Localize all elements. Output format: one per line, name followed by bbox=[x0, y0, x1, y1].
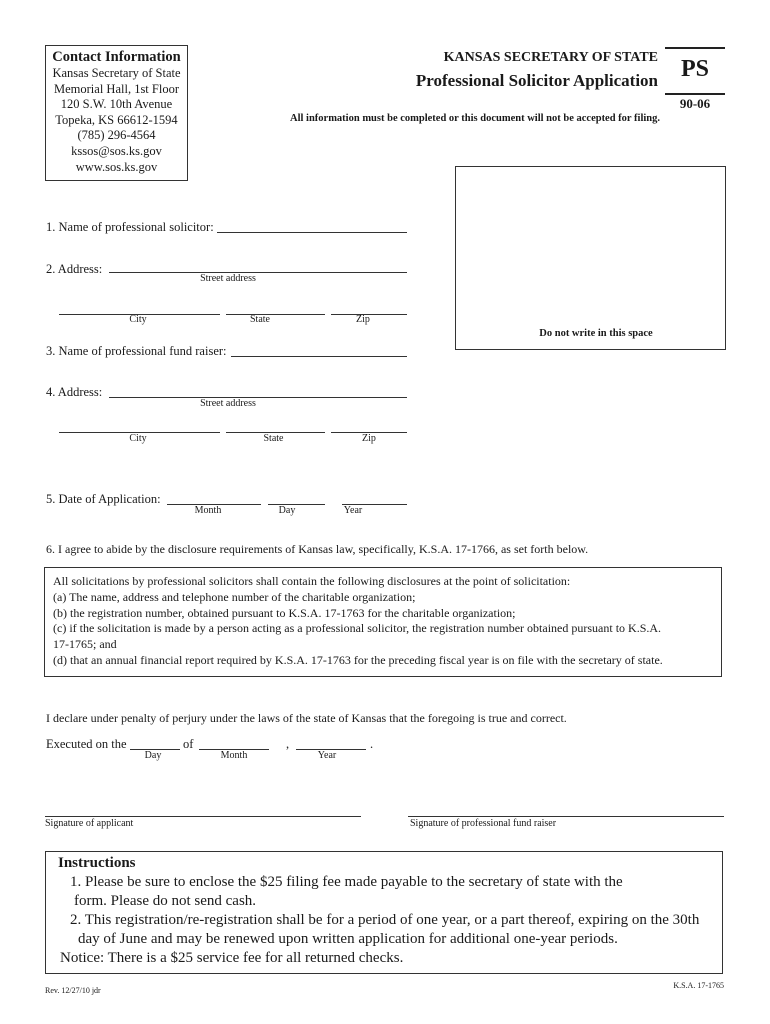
executed-period: . bbox=[370, 737, 374, 751]
applicant-signature-caption: Signature of applicant bbox=[45, 818, 134, 829]
street-caption: Street address bbox=[200, 398, 256, 409]
solicitor-name-label: 1. Name of professional solicitor: bbox=[46, 220, 214, 234]
applicant-signature-field[interactable] bbox=[45, 816, 361, 817]
instructions-box bbox=[45, 851, 723, 974]
executed-of-label: of bbox=[183, 737, 194, 751]
state-caption: State bbox=[250, 314, 270, 325]
disclosure-a: (a) The name, address and telephone number of the charitable organization; bbox=[53, 589, 416, 604]
fund-raiser-name-field[interactable] bbox=[231, 356, 407, 357]
executed-comma: , bbox=[286, 737, 290, 751]
instructions-title: Instructions bbox=[58, 855, 136, 871]
contact-line: Kansas Secretary of State bbox=[52, 66, 181, 80]
zip-caption: Zip bbox=[356, 314, 370, 325]
application-date-label: 5. Date of Application: bbox=[46, 492, 161, 506]
agreement-statement: 6. I agree to abide by the disclosure requirements of Kansas law, specifically, K.S.A. 17-1766, as set forth below. bbox=[46, 542, 589, 556]
returned-check-notice: Notice: There is a $25 service fee for all returned checks. bbox=[60, 950, 404, 966]
contact-website: www.sos.ks.gov bbox=[75, 159, 158, 174]
form-code-rule bbox=[665, 93, 725, 95]
instruction-item-2: 2. This registration/re-registration shall be for a period of one year, or a part thereof, expiring on the 30th bbox=[70, 912, 700, 928]
form-code-rule bbox=[665, 47, 725, 49]
solicitor-address-label: 2. Address: bbox=[46, 262, 103, 276]
instruction-item-2-continued: day of June and may be renewed upon written application for additional one-year periods. bbox=[78, 931, 618, 947]
fund-raiser-signature-field[interactable] bbox=[408, 816, 724, 817]
contact-title: Contact Information bbox=[52, 49, 181, 65]
fund-raiser-signature-caption: Signature of professional fund raiser bbox=[410, 818, 557, 829]
month-caption: Month bbox=[220, 750, 248, 761]
form-number: 90-06 bbox=[679, 96, 711, 111]
contact-information-box bbox=[45, 45, 188, 181]
disclosure-b: (b) the registration number, obtained pursuant to K.S.A. 17-1763 for the charitable organization; bbox=[53, 605, 516, 620]
day-caption: Day bbox=[144, 750, 162, 761]
city-caption: City bbox=[129, 314, 147, 325]
solicitor-name-field[interactable] bbox=[217, 232, 407, 233]
executed-on-label: Executed on the bbox=[46, 737, 127, 751]
fund-raiser-name-label: 3. Name of professional fund raiser: bbox=[46, 344, 227, 358]
contact-line: Topeka, KS 66612-1594 bbox=[55, 112, 178, 127]
day-caption: Day bbox=[278, 505, 296, 516]
instruction-item-1: 1. Please be sure to enclose the $25 filing fee made payable to the secretary of state with the bbox=[70, 874, 623, 890]
state-caption: State bbox=[263, 433, 284, 444]
statute-reference: K.S.A. 17-1765 bbox=[673, 981, 724, 990]
year-caption: Year bbox=[317, 750, 337, 761]
instruction-item-1-continued: form. Please do not send cash. bbox=[74, 893, 257, 909]
contact-email: kssos@sos.ks.gov bbox=[71, 143, 162, 158]
disclosure-c: (c) if the solicitation is made by a person acting as a professional solicitor, the registration number obtained pursuant to K.S.A. bbox=[53, 621, 662, 636]
disclosure-c-continued: 17-1765; and bbox=[53, 637, 117, 652]
disclosures-box bbox=[44, 567, 722, 677]
completion-notice: All information must be completed or this document will not be accepted for filing. bbox=[289, 113, 660, 124]
street-caption: Street address bbox=[200, 273, 256, 284]
form-code: PS bbox=[680, 56, 709, 82]
fund-raiser-address-label: 4. Address: bbox=[46, 385, 103, 399]
office-use-label: Do not write in this space bbox=[539, 328, 653, 339]
form-title: Professional Solicitor Application bbox=[415, 71, 658, 90]
zip-caption: Zip bbox=[362, 433, 376, 444]
contact-line: Memorial Hall, 1st Floor bbox=[54, 81, 179, 96]
office-use-box bbox=[455, 166, 726, 350]
year-caption: Year bbox=[343, 505, 363, 516]
contact-phone: (785) 296-4564 bbox=[77, 128, 156, 143]
city-caption: City bbox=[129, 433, 147, 444]
perjury-declaration: I declare under penalty of perjury under the laws of the state of Kansas that the foregoing is true and correct. bbox=[46, 711, 567, 725]
disclosure-d: (d) that an annual financial report required by K.S.A. 17-1763 for the preceding fiscal year is on file with the secretary of state. bbox=[53, 652, 663, 667]
disclosures-intro: All solicitations by professional solicitors shall contain the following disclosures at the point of solicitation: bbox=[53, 574, 571, 588]
revision-date: Rev. 12/27/10 jdr bbox=[45, 986, 101, 995]
agency-name: KANSAS SECRETARY OF STATE bbox=[443, 50, 658, 65]
month-caption: Month bbox=[194, 505, 222, 516]
contact-line: 120 S.W. 10th Avenue bbox=[60, 97, 173, 112]
